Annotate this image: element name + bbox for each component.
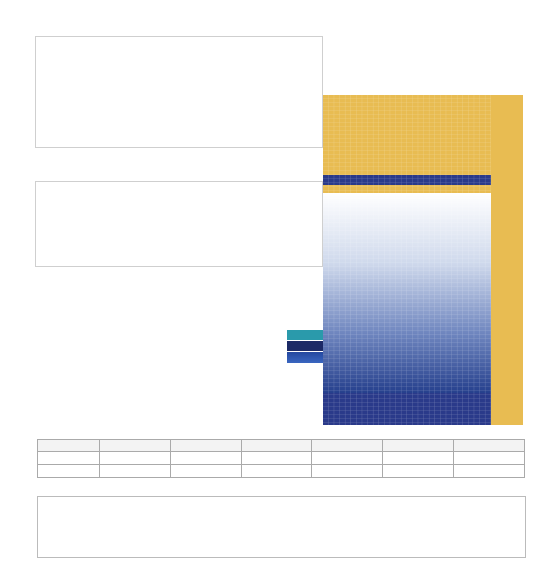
zone-ratio-cell: [170, 465, 241, 478]
legend-forward-swatch: [287, 330, 323, 340]
zone-description-row: [38, 452, 525, 465]
zone-description-cell: [454, 452, 525, 465]
zone-header-col: [454, 440, 525, 452]
legend-combined-swatch: [287, 352, 323, 363]
zone-header-col: [241, 440, 312, 452]
zone-ratio-cell: [100, 465, 171, 478]
zone-ratio-cell: [383, 465, 454, 478]
zone-header-col: [100, 440, 171, 452]
zone-header-item: [38, 440, 100, 452]
zone-ratio-cell: [454, 465, 525, 478]
zone-ratio-cell: [241, 465, 312, 478]
zone-description-cell: [100, 452, 171, 465]
zone-description-cell: [170, 452, 241, 465]
oil-distribution-chart-svg: [38, 497, 525, 557]
zone-header-row: [38, 440, 525, 452]
zone-description-cell: [241, 452, 312, 465]
oil-pattern-graphic: [323, 95, 523, 425]
zone-description-cell: [383, 452, 454, 465]
oil-summary-header: [0, 0, 550, 26]
zone-header-col: [170, 440, 241, 452]
zone-ratio-row: [38, 465, 525, 478]
zone-description-label: [38, 452, 100, 465]
legend-reverse-swatch: [287, 341, 323, 351]
forward-pass-panel: [35, 36, 323, 148]
reverse-pass-panel: [35, 181, 323, 267]
oil-pattern-svg: [323, 95, 523, 425]
zone-header-col: [383, 440, 454, 452]
zone-ratio-cell: [312, 465, 383, 478]
oil-distribution-chart: [37, 496, 526, 558]
zone-ratio-label: [38, 465, 100, 478]
zone-description-cell: [312, 452, 383, 465]
track-zone-table: [37, 439, 525, 478]
zone-header-col: [312, 440, 383, 452]
lane-grid: [323, 95, 491, 425]
gutter-strip: [491, 95, 523, 425]
